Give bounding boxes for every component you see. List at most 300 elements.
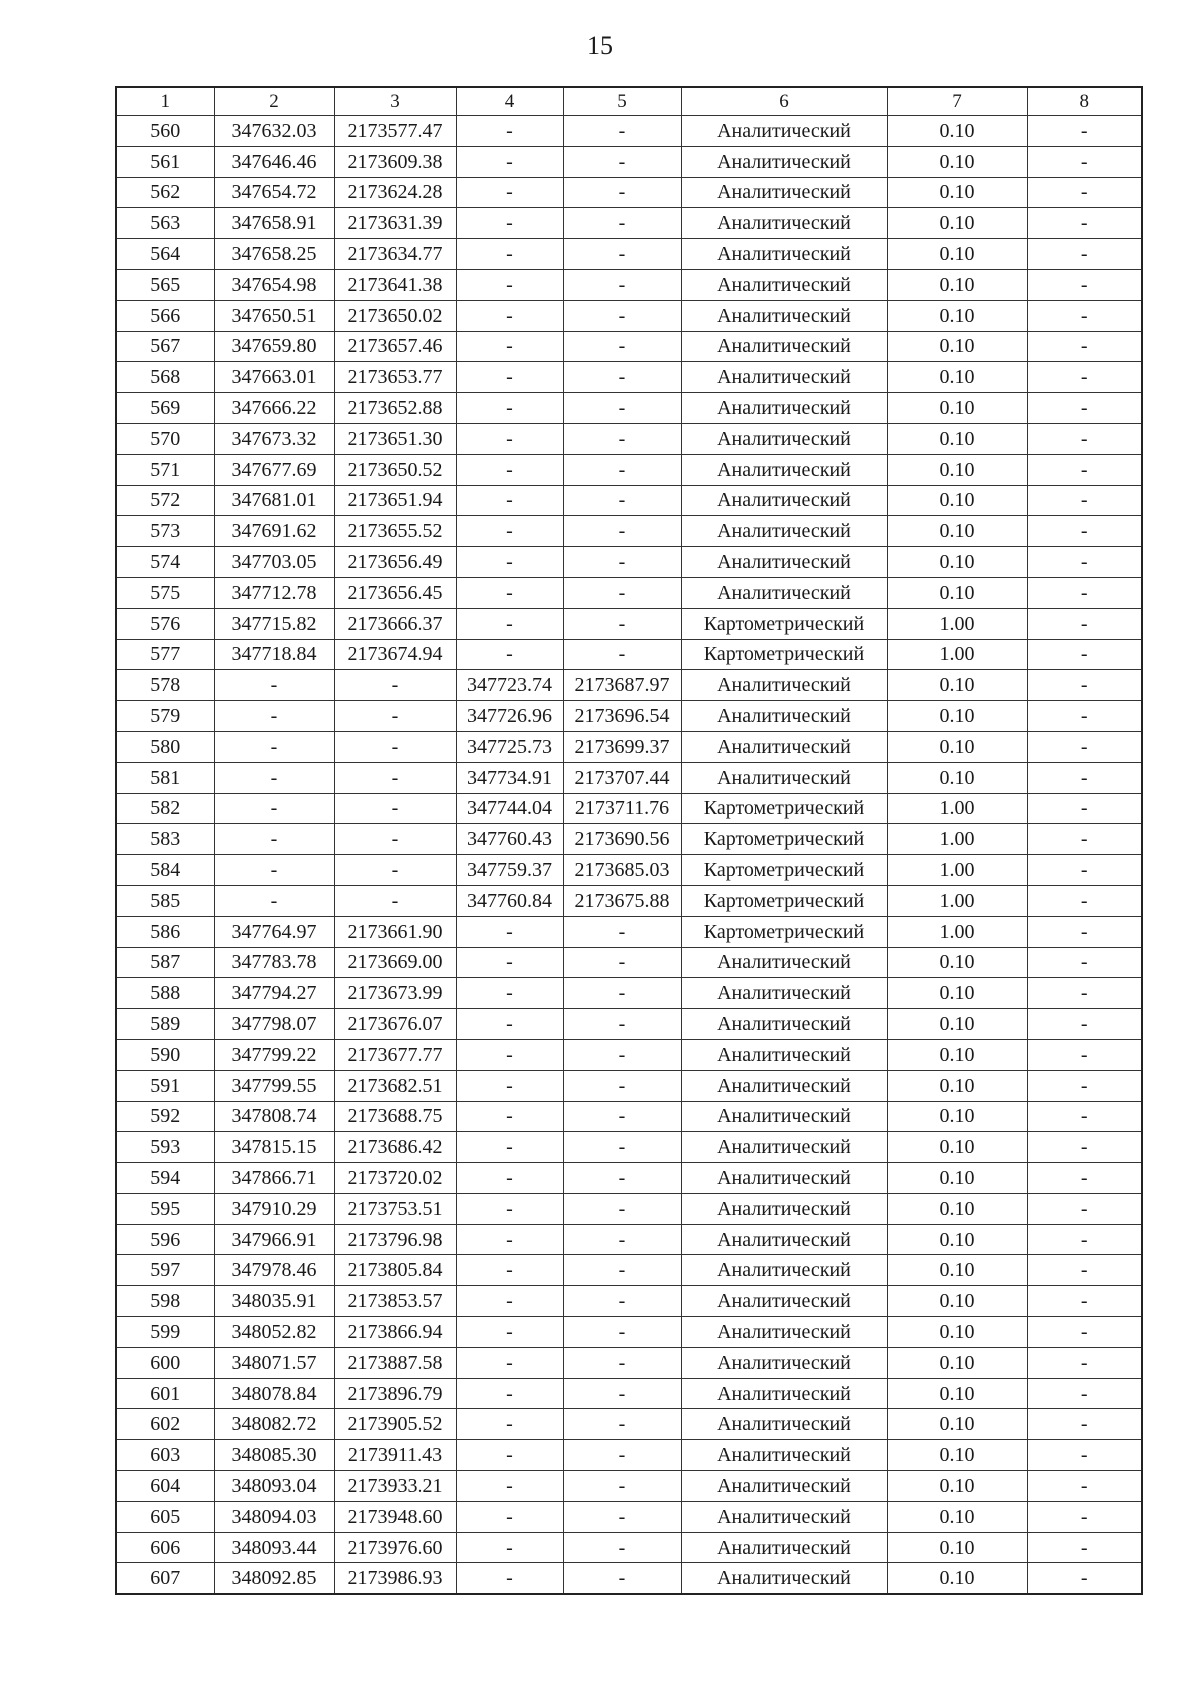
y-coordinate-new-cell: -	[563, 516, 681, 547]
table-header-row	[116, 87, 1142, 116]
accuracy-cell: 1.00	[887, 793, 1027, 824]
y-coordinate-new-cell: 2173699.37	[563, 731, 681, 762]
method-cell: Картометрический	[681, 916, 887, 947]
table-row	[116, 239, 1142, 270]
point-number-cell: 589	[116, 1009, 214, 1040]
accuracy-cell: 0.10	[887, 1255, 1027, 1286]
y-coordinate-cell: 2173656.49	[334, 547, 456, 578]
note-cell: -	[1027, 1255, 1142, 1286]
x-coordinate-cell: 348093.04	[214, 1471, 334, 1502]
method-cell: Аналитический	[681, 454, 887, 485]
note-cell: -	[1027, 885, 1142, 916]
accuracy-cell: 0.10	[887, 146, 1027, 177]
y-coordinate-new-cell: -	[563, 577, 681, 608]
x-coordinate-cell: 347910.29	[214, 1193, 334, 1224]
point-number-cell: 565	[116, 269, 214, 300]
point-number-cell: 593	[116, 1132, 214, 1163]
column-header-6: 6	[681, 87, 887, 116]
y-coordinate-new-cell: -	[563, 1440, 681, 1471]
point-number-cell: 605	[116, 1501, 214, 1532]
x-coordinate-new-cell: -	[456, 1347, 563, 1378]
point-number-cell: 597	[116, 1255, 214, 1286]
x-coordinate-cell: 347866.71	[214, 1163, 334, 1194]
y-coordinate-cell: 2173674.94	[334, 639, 456, 670]
y-coordinate-cell: 2173631.39	[334, 208, 456, 239]
x-coordinate-cell: 348035.91	[214, 1286, 334, 1317]
point-number-cell: 583	[116, 824, 214, 855]
y-coordinate-new-cell: -	[563, 1409, 681, 1440]
method-cell: Аналитический	[681, 1440, 887, 1471]
table-row	[116, 608, 1142, 639]
x-coordinate-new-cell: -	[456, 1039, 563, 1070]
x-coordinate-new-cell: 347744.04	[456, 793, 563, 824]
y-coordinate-new-cell: -	[563, 1378, 681, 1409]
x-coordinate-cell: 347703.05	[214, 547, 334, 578]
table-row	[116, 670, 1142, 701]
x-coordinate-new-cell: -	[456, 116, 563, 147]
table-row	[116, 454, 1142, 485]
table-row	[116, 1563, 1142, 1594]
point-number-cell: 591	[116, 1070, 214, 1101]
method-cell: Картометрический	[681, 885, 887, 916]
table-row	[116, 1286, 1142, 1317]
note-cell: -	[1027, 1101, 1142, 1132]
method-cell: Аналитический	[681, 1132, 887, 1163]
note-cell: -	[1027, 762, 1142, 793]
note-cell: -	[1027, 269, 1142, 300]
x-coordinate-new-cell: 347759.37	[456, 855, 563, 886]
method-cell: Аналитический	[681, 1163, 887, 1194]
y-coordinate-cell: 2173911.43	[334, 1440, 456, 1471]
y-coordinate-cell: -	[334, 731, 456, 762]
x-coordinate-cell: 348092.85	[214, 1563, 334, 1594]
x-coordinate-new-cell: -	[456, 208, 563, 239]
accuracy-cell: 0.10	[887, 1286, 1027, 1317]
point-number-cell: 603	[116, 1440, 214, 1471]
y-coordinate-cell: 2173609.38	[334, 146, 456, 177]
y-coordinate-cell: 2173686.42	[334, 1132, 456, 1163]
column-header-5: 5	[563, 87, 681, 116]
y-coordinate-cell: 2173651.94	[334, 485, 456, 516]
point-number-cell: 587	[116, 947, 214, 978]
accuracy-cell: 1.00	[887, 608, 1027, 639]
note-cell: -	[1027, 701, 1142, 732]
method-cell: Аналитический	[681, 269, 887, 300]
x-coordinate-cell: 347654.72	[214, 177, 334, 208]
point-number-cell: 585	[116, 885, 214, 916]
point-number-cell: 601	[116, 1378, 214, 1409]
y-coordinate-cell: 2173676.07	[334, 1009, 456, 1040]
method-cell: Аналитический	[681, 1070, 887, 1101]
y-coordinate-cell: 2173657.46	[334, 331, 456, 362]
accuracy-cell: 0.10	[887, 516, 1027, 547]
accuracy-cell: 0.10	[887, 177, 1027, 208]
note-cell: -	[1027, 1286, 1142, 1317]
method-cell: Аналитический	[681, 1255, 887, 1286]
table-row	[116, 1255, 1142, 1286]
x-coordinate-new-cell: -	[456, 1471, 563, 1502]
y-coordinate-new-cell: -	[563, 1563, 681, 1594]
column-header-2: 2	[214, 87, 334, 116]
table-row	[116, 731, 1142, 762]
point-number-cell: 606	[116, 1532, 214, 1563]
point-number-cell: 563	[116, 208, 214, 239]
note-cell: -	[1027, 1132, 1142, 1163]
accuracy-cell: 0.10	[887, 1563, 1027, 1594]
y-coordinate-new-cell: -	[563, 331, 681, 362]
note-cell: -	[1027, 947, 1142, 978]
y-coordinate-new-cell: -	[563, 1224, 681, 1255]
accuracy-cell: 1.00	[887, 639, 1027, 670]
y-coordinate-cell: 2173634.77	[334, 239, 456, 270]
y-coordinate-cell: 2173805.84	[334, 1255, 456, 1286]
note-cell: -	[1027, 1471, 1142, 1502]
accuracy-cell: 0.10	[887, 1347, 1027, 1378]
accuracy-cell: 0.10	[887, 300, 1027, 331]
x-coordinate-cell: 347691.62	[214, 516, 334, 547]
coordinates-table	[115, 86, 1143, 1595]
accuracy-cell: 0.10	[887, 362, 1027, 393]
x-coordinate-cell: 348085.30	[214, 1440, 334, 1471]
accuracy-cell: 0.10	[887, 239, 1027, 270]
y-coordinate-new-cell: -	[563, 1039, 681, 1070]
y-coordinate-new-cell: -	[563, 547, 681, 578]
y-coordinate-cell: 2173677.77	[334, 1039, 456, 1070]
method-cell: Картометрический	[681, 793, 887, 824]
point-number-cell: 561	[116, 146, 214, 177]
x-coordinate-new-cell: -	[456, 516, 563, 547]
y-coordinate-new-cell: -	[563, 393, 681, 424]
y-coordinate-new-cell: -	[563, 947, 681, 978]
table-row	[116, 1440, 1142, 1471]
y-coordinate-cell: 2173673.99	[334, 978, 456, 1009]
note-cell: -	[1027, 393, 1142, 424]
method-cell: Аналитический	[681, 393, 887, 424]
note-cell: -	[1027, 1009, 1142, 1040]
accuracy-cell: 0.10	[887, 454, 1027, 485]
method-cell: Аналитический	[681, 1039, 887, 1070]
table-row	[116, 208, 1142, 239]
x-coordinate-cell: 347715.82	[214, 608, 334, 639]
y-coordinate-cell: 2173866.94	[334, 1317, 456, 1348]
x-coordinate-cell: 347654.98	[214, 269, 334, 300]
x-coordinate-new-cell: -	[456, 1132, 563, 1163]
y-coordinate-new-cell: -	[563, 208, 681, 239]
y-coordinate-cell: 2173669.00	[334, 947, 456, 978]
note-cell: -	[1027, 485, 1142, 516]
accuracy-cell: 0.10	[887, 762, 1027, 793]
method-cell: Аналитический	[681, 300, 887, 331]
y-coordinate-new-cell: -	[563, 1009, 681, 1040]
table-row	[116, 1532, 1142, 1563]
accuracy-cell: 0.10	[887, 547, 1027, 578]
point-number-cell: 562	[116, 177, 214, 208]
x-coordinate-cell: 347663.01	[214, 362, 334, 393]
y-coordinate-new-cell: -	[563, 1317, 681, 1348]
x-coordinate-cell: 347718.84	[214, 639, 334, 670]
x-coordinate-new-cell: -	[456, 454, 563, 485]
x-coordinate-new-cell: -	[456, 1009, 563, 1040]
note-cell: -	[1027, 1224, 1142, 1255]
method-cell: Картометрический	[681, 824, 887, 855]
table-row	[116, 1409, 1142, 1440]
note-cell: -	[1027, 331, 1142, 362]
point-number-cell: 566	[116, 300, 214, 331]
y-coordinate-cell: 2173641.38	[334, 269, 456, 300]
x-coordinate-cell: -	[214, 793, 334, 824]
method-cell: Аналитический	[681, 701, 887, 732]
method-cell: Аналитический	[681, 1224, 887, 1255]
y-coordinate-cell: 2173933.21	[334, 1471, 456, 1502]
note-cell: -	[1027, 639, 1142, 670]
x-coordinate-new-cell: -	[456, 1070, 563, 1101]
y-coordinate-new-cell: -	[563, 177, 681, 208]
accuracy-cell: 0.10	[887, 1224, 1027, 1255]
note-cell: -	[1027, 1563, 1142, 1594]
x-coordinate-new-cell: -	[456, 300, 563, 331]
method-cell: Аналитический	[681, 177, 887, 208]
accuracy-cell: 1.00	[887, 916, 1027, 947]
point-number-cell: 596	[116, 1224, 214, 1255]
y-coordinate-cell: -	[334, 824, 456, 855]
table-row	[116, 331, 1142, 362]
table-row	[116, 1193, 1142, 1224]
accuracy-cell: 0.10	[887, 423, 1027, 454]
table-row	[116, 885, 1142, 916]
point-number-cell: 582	[116, 793, 214, 824]
x-coordinate-new-cell: 347726.96	[456, 701, 563, 732]
method-cell: Аналитический	[681, 670, 887, 701]
note-cell: -	[1027, 1378, 1142, 1409]
method-cell: Картометрический	[681, 639, 887, 670]
y-coordinate-new-cell: -	[563, 1163, 681, 1194]
table-row	[116, 947, 1142, 978]
x-coordinate-new-cell: -	[456, 1255, 563, 1286]
table-row	[116, 1347, 1142, 1378]
x-coordinate-cell: 347808.74	[214, 1101, 334, 1132]
table-row	[116, 485, 1142, 516]
x-coordinate-new-cell: -	[456, 916, 563, 947]
point-number-cell: 571	[116, 454, 214, 485]
y-coordinate-new-cell: -	[563, 1501, 681, 1532]
x-coordinate-cell: -	[214, 824, 334, 855]
table-row	[116, 978, 1142, 1009]
x-coordinate-cell: -	[214, 731, 334, 762]
table-row	[116, 300, 1142, 331]
x-coordinate-cell: 347658.25	[214, 239, 334, 270]
y-coordinate-cell: -	[334, 701, 456, 732]
accuracy-cell: 0.10	[887, 1070, 1027, 1101]
y-coordinate-cell: 2173986.93	[334, 1563, 456, 1594]
y-coordinate-cell: 2173650.52	[334, 454, 456, 485]
y-coordinate-new-cell: -	[563, 423, 681, 454]
note-cell: -	[1027, 116, 1142, 147]
note-cell: -	[1027, 239, 1142, 270]
point-number-cell: 592	[116, 1101, 214, 1132]
method-cell: Аналитический	[681, 1471, 887, 1502]
method-cell: Аналитический	[681, 978, 887, 1009]
y-coordinate-cell: 2173905.52	[334, 1409, 456, 1440]
x-coordinate-new-cell: -	[456, 1440, 563, 1471]
y-coordinate-new-cell: 2173711.76	[563, 793, 681, 824]
y-coordinate-cell: 2173853.57	[334, 1286, 456, 1317]
y-coordinate-new-cell: -	[563, 608, 681, 639]
x-coordinate-cell: 347764.97	[214, 916, 334, 947]
note-cell: -	[1027, 1070, 1142, 1101]
y-coordinate-cell: 2173976.60	[334, 1532, 456, 1563]
note-cell: -	[1027, 731, 1142, 762]
y-coordinate-new-cell: -	[563, 239, 681, 270]
x-coordinate-cell: 347673.32	[214, 423, 334, 454]
table-body	[116, 116, 1142, 1595]
x-coordinate-new-cell: 347723.74	[456, 670, 563, 701]
note-cell: -	[1027, 1501, 1142, 1532]
x-coordinate-new-cell: -	[456, 177, 563, 208]
x-coordinate-cell: 348078.84	[214, 1378, 334, 1409]
y-coordinate-new-cell: -	[563, 1532, 681, 1563]
point-number-cell: 599	[116, 1317, 214, 1348]
method-cell: Аналитический	[681, 1378, 887, 1409]
y-coordinate-new-cell: 2173675.88	[563, 885, 681, 916]
y-coordinate-cell: 2173796.98	[334, 1224, 456, 1255]
accuracy-cell: 1.00	[887, 855, 1027, 886]
y-coordinate-cell: -	[334, 670, 456, 701]
note-cell: -	[1027, 1317, 1142, 1348]
x-coordinate-new-cell: -	[456, 978, 563, 1009]
x-coordinate-new-cell: -	[456, 1193, 563, 1224]
x-coordinate-new-cell: -	[456, 331, 563, 362]
note-cell: -	[1027, 1039, 1142, 1070]
note-cell: -	[1027, 1163, 1142, 1194]
note-cell: -	[1027, 608, 1142, 639]
point-number-cell: 602	[116, 1409, 214, 1440]
x-coordinate-cell: -	[214, 885, 334, 916]
x-coordinate-cell: -	[214, 855, 334, 886]
method-cell: Аналитический	[681, 423, 887, 454]
y-coordinate-cell: -	[334, 762, 456, 793]
y-coordinate-cell: 2173652.88	[334, 393, 456, 424]
note-cell: -	[1027, 423, 1142, 454]
y-coordinate-cell: 2173753.51	[334, 1193, 456, 1224]
method-cell: Аналитический	[681, 516, 887, 547]
accuracy-cell: 0.10	[887, 485, 1027, 516]
table-row	[116, 516, 1142, 547]
point-number-cell: 576	[116, 608, 214, 639]
accuracy-cell: 0.10	[887, 1471, 1027, 1502]
table-row	[116, 577, 1142, 608]
y-coordinate-cell: 2173661.90	[334, 916, 456, 947]
x-coordinate-new-cell: -	[456, 146, 563, 177]
accuracy-cell: 0.10	[887, 978, 1027, 1009]
y-coordinate-cell: 2173624.28	[334, 177, 456, 208]
method-cell: Аналитический	[681, 1563, 887, 1594]
accuracy-cell: 1.00	[887, 824, 1027, 855]
accuracy-cell: 0.10	[887, 1378, 1027, 1409]
y-coordinate-new-cell: -	[563, 362, 681, 393]
x-coordinate-new-cell: -	[456, 1163, 563, 1194]
point-number-cell: 588	[116, 978, 214, 1009]
note-cell: -	[1027, 177, 1142, 208]
y-coordinate-cell: -	[334, 855, 456, 886]
y-coordinate-new-cell: -	[563, 1255, 681, 1286]
y-coordinate-new-cell: 2173696.54	[563, 701, 681, 732]
point-number-cell: 574	[116, 547, 214, 578]
method-cell: Аналитический	[681, 947, 887, 978]
table-row	[116, 1163, 1142, 1194]
y-coordinate-new-cell: 2173685.03	[563, 855, 681, 886]
y-coordinate-new-cell: -	[563, 1132, 681, 1163]
x-coordinate-new-cell: -	[456, 362, 563, 393]
y-coordinate-cell: 2173650.02	[334, 300, 456, 331]
y-coordinate-new-cell: -	[563, 269, 681, 300]
y-coordinate-new-cell: -	[563, 1193, 681, 1224]
note-cell: -	[1027, 1440, 1142, 1471]
table-row	[116, 146, 1142, 177]
accuracy-cell: 0.10	[887, 1532, 1027, 1563]
x-coordinate-new-cell: -	[456, 577, 563, 608]
point-number-cell: 604	[116, 1471, 214, 1502]
x-coordinate-new-cell: -	[456, 1409, 563, 1440]
method-cell: Аналитический	[681, 1501, 887, 1532]
x-coordinate-new-cell: -	[456, 947, 563, 978]
method-cell: Аналитический	[681, 1409, 887, 1440]
method-cell: Аналитический	[681, 116, 887, 147]
note-cell: -	[1027, 978, 1142, 1009]
x-coordinate-cell: -	[214, 670, 334, 701]
point-number-cell: 575	[116, 577, 214, 608]
y-coordinate-cell: 2173655.52	[334, 516, 456, 547]
note-cell: -	[1027, 454, 1142, 485]
column-header-8: 8	[1027, 87, 1142, 116]
accuracy-cell: 0.10	[887, 1101, 1027, 1132]
x-coordinate-cell: 347799.55	[214, 1070, 334, 1101]
note-cell: -	[1027, 146, 1142, 177]
accuracy-cell: 1.00	[887, 885, 1027, 916]
method-cell: Аналитический	[681, 239, 887, 270]
y-coordinate-new-cell: -	[563, 1286, 681, 1317]
y-coordinate-new-cell: -	[563, 1347, 681, 1378]
table-row	[116, 701, 1142, 732]
table-row	[116, 269, 1142, 300]
accuracy-cell: 0.10	[887, 731, 1027, 762]
accuracy-cell: 0.10	[887, 1501, 1027, 1532]
x-coordinate-cell: 347681.01	[214, 485, 334, 516]
x-coordinate-new-cell: 347760.43	[456, 824, 563, 855]
table-row	[116, 1224, 1142, 1255]
x-coordinate-new-cell: -	[456, 239, 563, 270]
table-row	[116, 547, 1142, 578]
y-coordinate-cell: -	[334, 885, 456, 916]
y-coordinate-new-cell: -	[563, 1471, 681, 1502]
point-number-cell: 598	[116, 1286, 214, 1317]
accuracy-cell: 0.10	[887, 208, 1027, 239]
method-cell: Аналитический	[681, 1532, 887, 1563]
note-cell: -	[1027, 670, 1142, 701]
method-cell: Аналитический	[681, 331, 887, 362]
x-coordinate-cell: 347978.46	[214, 1255, 334, 1286]
table-row	[116, 177, 1142, 208]
x-coordinate-cell: 347677.69	[214, 454, 334, 485]
x-coordinate-cell: 347966.91	[214, 1224, 334, 1255]
y-coordinate-cell: 2173651.30	[334, 423, 456, 454]
y-coordinate-cell: 2173720.02	[334, 1163, 456, 1194]
x-coordinate-cell: 347815.15	[214, 1132, 334, 1163]
accuracy-cell: 0.10	[887, 1317, 1027, 1348]
x-coordinate-new-cell: -	[456, 1501, 563, 1532]
method-cell: Картометрический	[681, 855, 887, 886]
note-cell: -	[1027, 547, 1142, 578]
x-coordinate-cell: 348093.44	[214, 1532, 334, 1563]
